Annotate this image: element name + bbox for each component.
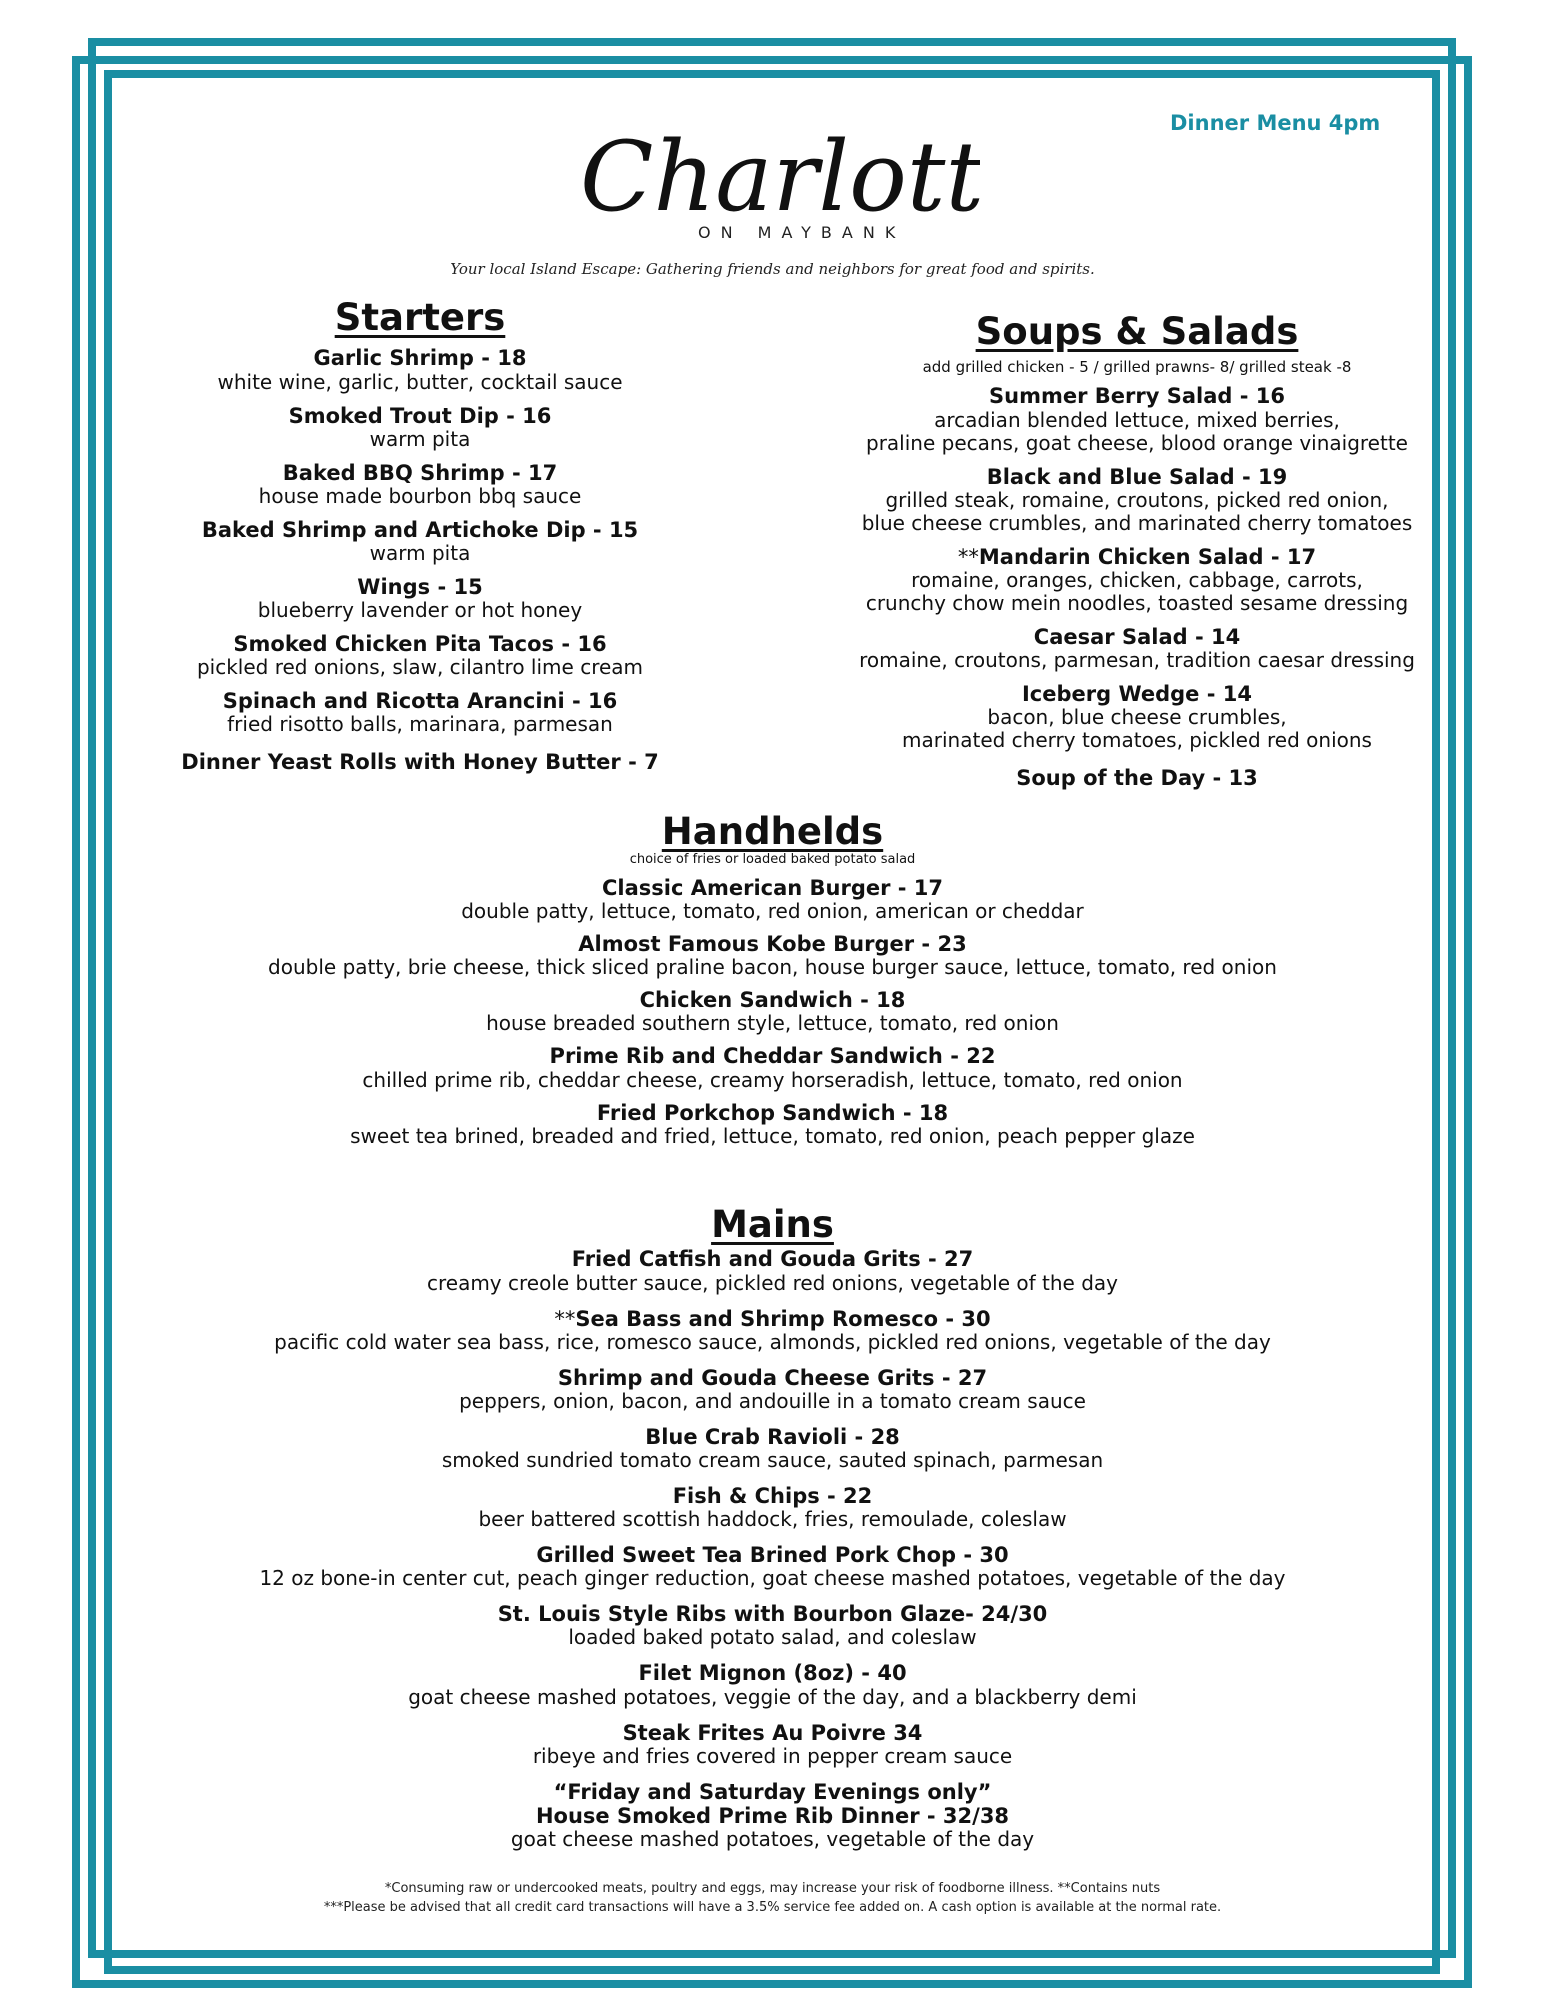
menu-item bbox=[150, 1661, 1395, 1708]
menu-item bbox=[150, 876, 1395, 923]
item-desc: house breaded southern style, lettuce, tomato, red onion bbox=[486, 1011, 1059, 1036]
logo-wordmark: Charlot bbox=[580, 121, 946, 233]
item-desc: warm pita bbox=[369, 426, 471, 451]
handhelds-title: Handhelds bbox=[661, 810, 884, 853]
item-desc: pacific cold water sea bass, rice, romesco sauce, almonds, pickled red onions, vegetable of the day bbox=[274, 1329, 1271, 1354]
charlottes-logo bbox=[560, 90, 980, 250]
item-desc: bacon, blue cheese crumbles, bbox=[987, 705, 1287, 730]
item-name: Shrimp and Gouda Cheese Grits - 27 bbox=[557, 1365, 988, 1390]
item-name: Summer Berry Salad - 16 bbox=[989, 384, 1285, 409]
starters-section bbox=[170, 296, 670, 785]
item-desc: white wine, garlic, butter, cocktail sauce bbox=[217, 369, 623, 394]
logo-subtitle: ON MAYBANK bbox=[698, 223, 906, 242]
item-name: Classic American Burger - 17 bbox=[601, 875, 944, 900]
item-desc: chilled prime rib, cheddar cheese, creamy horseradish, lettuce, tomato, red onion bbox=[362, 1067, 1183, 1092]
menu-item bbox=[822, 384, 1452, 454]
item-desc: fried risotto balls, marinara, parmesan bbox=[227, 712, 613, 737]
item-desc: 12 oz bone-in center cut, peach ginger reduction, goat cheese mashed potatoes, vegetable of the day bbox=[259, 1566, 1286, 1591]
item-name: Dinner Yeast Rolls with Honey Butter - 7 bbox=[181, 750, 659, 775]
menu-item bbox=[150, 1543, 1395, 1590]
footer-line-2: ***Please be advised that all credit card transactions will have a 3.5% service fee added on. A cash option is available at the normal rate. bbox=[323, 1899, 1222, 1915]
menu-item bbox=[170, 689, 670, 736]
item-name: Fried Catfish and Gouda Grits - 27 bbox=[571, 1247, 974, 1272]
item-desc: goat cheese mashed potatoes, vegetable of the day bbox=[510, 1826, 1035, 1851]
menu-item bbox=[170, 346, 670, 393]
soups-addons-note: add grilled chicken - 5 / grilled prawns- 8/ grilled steak -8 bbox=[922, 358, 1352, 377]
item-name: Smoked Chicken Pita Tacos - 16 bbox=[233, 632, 607, 657]
item-desc: arcadian blended lettuce, mixed berries, bbox=[934, 407, 1340, 432]
mains-section bbox=[150, 1203, 1395, 1863]
item-desc: blueberry lavender or hot honey bbox=[257, 598, 583, 623]
item-name: Chicken Sandwich - 18 bbox=[639, 988, 906, 1013]
item-name-text: Mandarin Chicken Salad - 17 bbox=[978, 544, 1317, 569]
dinner-menu-label: Dinner Menu 4pm bbox=[1170, 111, 1381, 135]
item-desc: smoked sundried tomato cream sauce, sauted spinach, parmesan bbox=[441, 1447, 1104, 1472]
item-name: Iceberg Wedge - 14 bbox=[1021, 681, 1252, 706]
item-desc: house made bourbon bbq sauce bbox=[258, 483, 582, 508]
item-name: Soup of the Day - 13 bbox=[1016, 766, 1258, 791]
item-desc: pickled red onions, slaw, cilantro lime cream bbox=[196, 655, 644, 680]
menu-item bbox=[170, 404, 670, 451]
menu-item bbox=[170, 518, 670, 565]
item-name-text: Sea Bass and Shrimp Romesco - 30 bbox=[575, 1306, 991, 1331]
item-desc: sweet tea brined, breaded and fried, lettuce, tomato, red onion, peach pepper glaze bbox=[350, 1123, 1195, 1148]
handhelds-section bbox=[150, 810, 1395, 1157]
special-menu-item bbox=[150, 1780, 1395, 1851]
menu-item bbox=[150, 932, 1395, 979]
special-availability: “Friday and Saturday Evenings only” bbox=[553, 1779, 992, 1804]
menu-item bbox=[170, 461, 670, 508]
item-desc: romaine, croutons, parmesan, tradition caesar dressing bbox=[859, 647, 1415, 672]
item-desc: double patty, lettuce, tomato, red onion, american or cheddar bbox=[461, 899, 1084, 924]
item-name: Prime Rib and Cheddar Sandwich - 22 bbox=[549, 1044, 996, 1069]
item-desc: double patty, brie cheese, thick sliced praline bacon, house burger sauce, lettuce, tomato, red onion bbox=[268, 955, 1277, 980]
item-name: Black and Blue Salad - 19 bbox=[986, 464, 1288, 489]
logo-svg bbox=[560, 90, 980, 250]
item-name: Caesar Salad - 14 bbox=[1033, 624, 1241, 649]
item-name: Baked BBQ Shrimp - 17 bbox=[282, 460, 558, 485]
mains-title: Mains bbox=[711, 1203, 834, 1246]
item-desc: romaine, oranges, chicken, cabbage, carrots, bbox=[911, 567, 1363, 592]
item-name: Grilled Sweet Tea Brined Pork Chop - 30 bbox=[536, 1543, 1009, 1568]
item-desc: goat cheese mashed potatoes, veggie of the day, and a blackberry demi bbox=[408, 1684, 1137, 1709]
soups-salads-title: Soups & Salads bbox=[975, 310, 1299, 353]
menu-item bbox=[150, 1101, 1395, 1148]
starters-title: Starters bbox=[334, 296, 506, 339]
handhelds-side-note: choice of fries or loaded baked potato salad bbox=[629, 852, 916, 868]
item-desc: warm pita bbox=[369, 540, 471, 565]
item-name: Filet Mignon (8oz) - 40 bbox=[638, 1661, 907, 1686]
menu-item bbox=[170, 632, 670, 679]
menu-item bbox=[150, 1721, 1395, 1768]
item-name: Smoked Trout Dip - 16 bbox=[288, 403, 552, 428]
footer-disclaimer bbox=[0, 1880, 1545, 1918]
menu-item bbox=[170, 750, 670, 774]
footer-line-1: *Consuming raw or undercooked meats, poultry and eggs, may increase your risk of foodborne illness. **Contains nuts bbox=[384, 1881, 1161, 1896]
item-desc: creamy creole butter sauce, pickled red onions, vegetable of the day bbox=[426, 1270, 1118, 1295]
item-name bbox=[822, 545, 1452, 569]
item-desc: crunchy chow mein noodles, toasted sesame dressing bbox=[865, 590, 1409, 615]
menu-item bbox=[822, 766, 1452, 790]
item-desc: blue cheese crumbles, and marinated cherry tomatoes bbox=[861, 510, 1413, 535]
nuts-marker: ** bbox=[554, 1306, 576, 1331]
menu-item bbox=[150, 1307, 1395, 1354]
item-name: Garlic Shrimp - 18 bbox=[313, 346, 527, 371]
item-name: Almost Famous Kobe Burger - 23 bbox=[578, 932, 967, 957]
menu-item bbox=[822, 545, 1452, 615]
menu-item bbox=[150, 1602, 1395, 1649]
tagline: Your local Island Escape: Gathering friends and neighbors for great food and spirits. bbox=[450, 260, 1095, 278]
item-name: Wings - 15 bbox=[357, 574, 483, 599]
item-name: Blue Crab Ravioli - 28 bbox=[645, 1424, 900, 1449]
item-name: Steak Frites Au Poivre 34 bbox=[622, 1720, 923, 1745]
item-desc: grilled steak, romaine, croutons, picked red onion, bbox=[885, 487, 1389, 512]
menu-item bbox=[150, 1044, 1395, 1091]
item-desc: beer battered scottish haddock, fries, remoulade, coleslaw bbox=[478, 1507, 1067, 1532]
menu-item bbox=[150, 1247, 1395, 1294]
menu-item bbox=[150, 1425, 1395, 1472]
menu-item bbox=[150, 1484, 1395, 1531]
item-name: Spinach and Ricotta Arancini - 16 bbox=[222, 689, 618, 714]
menu-item bbox=[822, 625, 1452, 672]
soups-salads-section bbox=[822, 310, 1452, 800]
item-name: Fried Porkchop Sandwich - 18 bbox=[596, 1100, 949, 1125]
item-desc: praline pecans, goat cheese, blood orange vinaigrette bbox=[866, 430, 1408, 455]
item-name bbox=[150, 1307, 1395, 1331]
item-name: St. Louis Style Ribs with Bourbon Glaze- 24/30 bbox=[497, 1602, 1048, 1627]
item-desc: marinated cherry tomatoes, pickled red onions bbox=[902, 728, 1372, 753]
item-desc: peppers, onion, bacon, and andouille in a tomato cream sauce bbox=[459, 1388, 1086, 1413]
item-name: House Smoked Prime Rib Dinner - 32/38 bbox=[535, 1803, 1010, 1828]
menu-item bbox=[150, 988, 1395, 1035]
menu-item bbox=[822, 465, 1452, 535]
item-name: Baked Shrimp and Artichoke Dip - 15 bbox=[201, 517, 639, 542]
item-desc: ribeye and fries covered in pepper cream sauce bbox=[532, 1743, 1013, 1768]
menu-item bbox=[150, 1366, 1395, 1413]
nuts-marker: ** bbox=[957, 544, 979, 569]
menu-item bbox=[170, 575, 670, 622]
menu-item bbox=[822, 682, 1452, 752]
item-desc: loaded baked potato salad, and coleslaw bbox=[568, 1625, 977, 1650]
item-name: Fish & Chips - 22 bbox=[672, 1483, 873, 1508]
